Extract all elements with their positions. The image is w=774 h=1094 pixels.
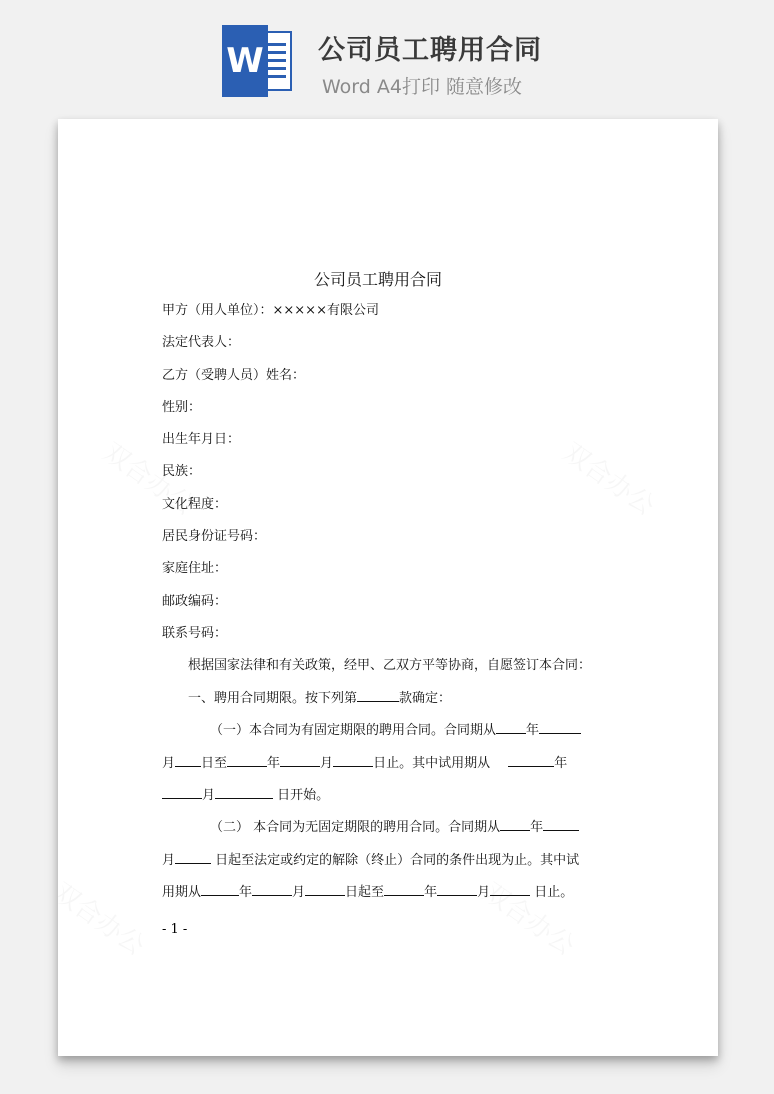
word-icon-letter: W <box>222 25 268 97</box>
section-2-line-3: 用期从 年 月 日起至 年 月 日止。 <box>162 885 574 900</box>
section-2-line-1: （二） 本合同为无固定期限的聘用合同。合同期从 年 <box>210 816 579 835</box>
document-title: 公司员工聘用合同 <box>314 270 443 289</box>
field-phone: 联系号码： <box>162 626 228 641</box>
section-1-line-1: （一）本合同为有固定期限的聘用合同。合同期从 年 <box>210 719 581 738</box>
app-subtitle: Word A4打印 随意修改 <box>322 76 523 98</box>
page-number: - 1 - <box>162 922 188 937</box>
intro-paragraph: 根据国家法律和有关政策，经甲、乙双方平等协商，自愿签订本合同： <box>188 658 592 673</box>
app-title: 公司员工聘用合同 <box>318 35 542 66</box>
field-education: 文化程度： <box>162 497 228 512</box>
section-2-line-2: 月 日起至法定或约定的解除（终止）合同的条件出现为止。其中试 <box>162 853 580 868</box>
section-1-line-2: 月 日至 年 月 日止。其中试用期从 年 <box>162 756 568 771</box>
field-id-number: 居民身份证号码： <box>162 529 267 544</box>
section-1-line-3: 月 日开始。 <box>162 784 329 803</box>
field-legal-rep: 法定代表人： <box>162 335 241 350</box>
field-ethnicity: 民族： <box>162 464 202 479</box>
field-address: 家庭住址： <box>162 561 228 576</box>
clause-1: 一、聘用合同期限。按下列第 款确定： <box>188 691 452 706</box>
header <box>0 0 774 110</box>
field-birthdate: 出生年月日： <box>162 432 241 447</box>
word-icon <box>222 25 294 97</box>
field-party-b-name: 乙方（受聘人员）姓名： <box>162 368 306 383</box>
document-page <box>58 119 718 1056</box>
field-gender: 性别： <box>162 400 202 415</box>
field-party-a: 甲方（用人单位）：×××××有限公司 <box>162 303 379 318</box>
field-postcode: 邮政编码： <box>162 594 228 609</box>
